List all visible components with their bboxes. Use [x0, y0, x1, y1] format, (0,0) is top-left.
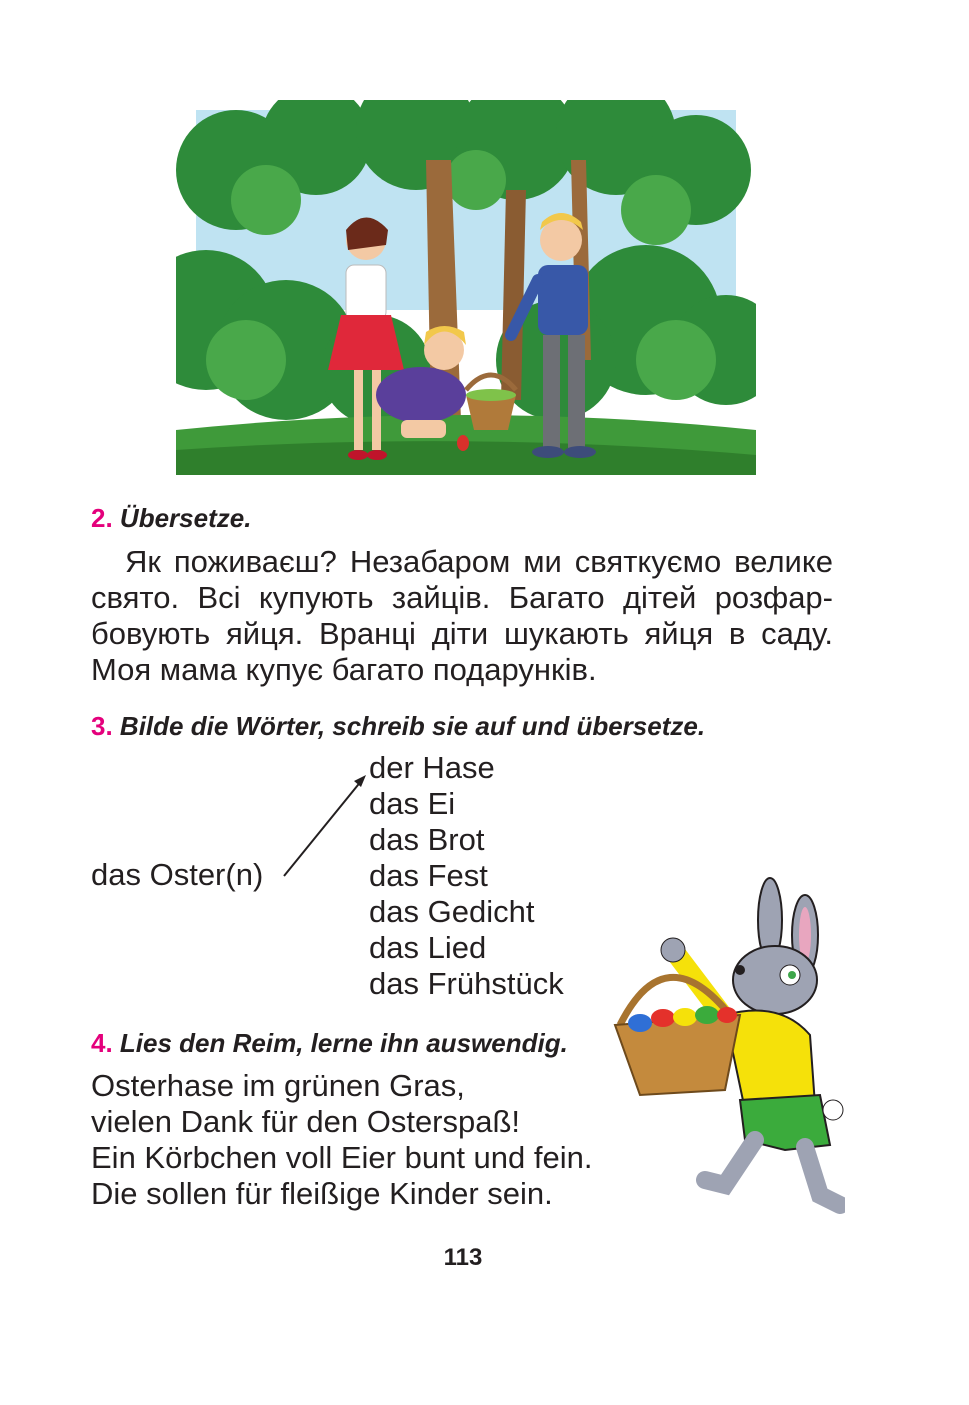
- rhyme-line: vielen Dank für den Osterspaß!: [91, 1104, 521, 1139]
- word-list: [369, 750, 564, 1002]
- word-item: das Lied: [369, 930, 487, 965]
- word-item: das Brot: [369, 822, 485, 857]
- exercise-2-heading: [91, 503, 251, 534]
- exercise-2-line: бовують яйця. Вранці діти шукають яйця в саду.: [91, 616, 833, 651]
- rhyme-line: Ein Körbchen voll Eier bunt und fein.: [91, 1140, 593, 1175]
- word-stem: das Oster(n): [91, 857, 264, 892]
- exercise-4-number: 4.: [91, 1028, 113, 1058]
- exercise-3-number: 3.: [91, 711, 113, 741]
- rhyme-text: [91, 1068, 592, 1212]
- exercise-2-paragraph: [91, 544, 833, 688]
- exercise-2-line: Моя мама купує багато подарунків.: [91, 652, 597, 687]
- rhyme-line: Osterhase im grünen Gras,: [91, 1068, 465, 1103]
- exercise-2-line: свято. Всі купують зайців. Багато дітей розфар-: [91, 580, 833, 615]
- word-item: der Hase: [369, 750, 495, 785]
- word-item: das Frühstück: [369, 966, 564, 1001]
- exercise-3-heading: [91, 711, 705, 742]
- rhyme-line: Die sollen für fleißige Kinder sein.: [91, 1176, 553, 1211]
- exercise-4-instruction: Lies den Reim, lerne ihn auswendig.: [119, 1028, 568, 1058]
- exercise-3-instruction: Bilde die Wörter, schreib sie auf und übersetze.: [119, 711, 706, 741]
- word-item: das Ei: [369, 786, 456, 821]
- exercise-2-number: 2.: [91, 503, 113, 533]
- easter-egg-hunt-illustration: [176, 100, 756, 475]
- exercise-2-line: Як поживаєш? Незабаром ми святкуємо велике: [125, 544, 833, 579]
- exercise-4-heading: [91, 1028, 568, 1059]
- easter-bunny-illustration: [605, 875, 845, 1220]
- page-number: 113: [443, 1244, 483, 1271]
- word-item: das Gedicht: [369, 894, 535, 929]
- exercise-2-instruction: Übersetze.: [119, 503, 252, 533]
- arrow-icon: [278, 772, 370, 882]
- word-item: das Fest: [369, 858, 488, 893]
